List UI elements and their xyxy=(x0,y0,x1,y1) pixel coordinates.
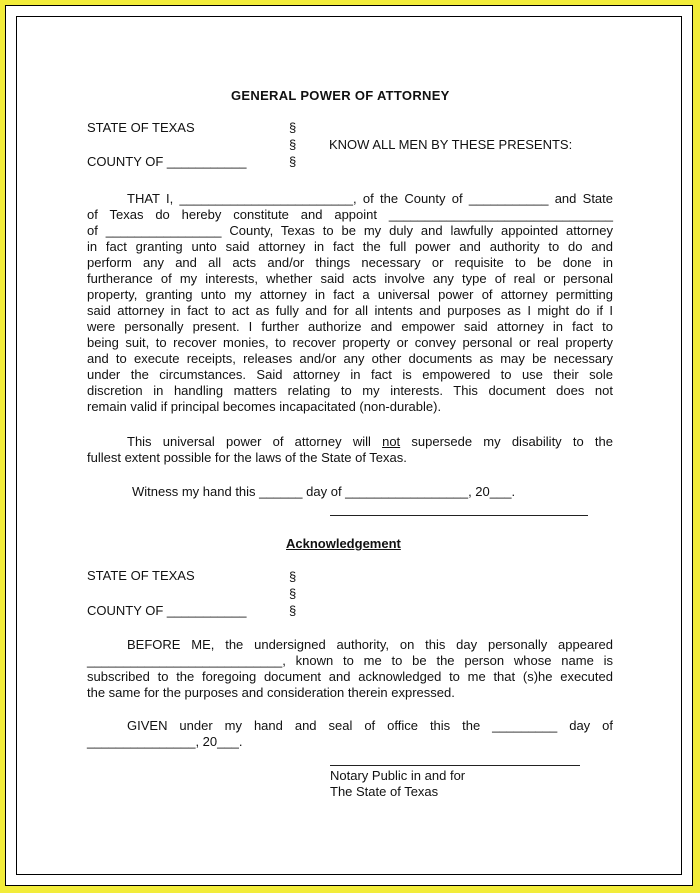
body-line-9: were personally present. I further authorize and empower said attorney in fact to xyxy=(87,319,613,334)
body-line-14: remain valid if principal becomes incapacitated (non-durable). xyxy=(87,399,442,414)
body-line-4: in fact granting unto said attorney in fact the full power and authority to do and xyxy=(87,239,613,254)
body-line-12: under the circumstances. Said attorney in fact is empowered to use their sole xyxy=(87,367,613,382)
body-line-6: furtherance of my interests, whether said acts involve any type of real or personal xyxy=(87,271,613,286)
body-line-5: perform any and all acts and/or things necessary or requisite to be done in xyxy=(87,255,613,270)
disability-line-1 xyxy=(127,434,613,450)
acknowledgement-heading: Acknowledgement xyxy=(286,536,401,551)
notary-signature-line xyxy=(330,765,580,766)
section-mark-3: § xyxy=(289,154,297,169)
notary-title-2: The State of Texas xyxy=(330,784,439,799)
state-label: STATE OF TEXAS xyxy=(87,120,195,135)
ack-county-label: COUNTY OF ___________ xyxy=(87,603,247,618)
ack-line-1: BEFORE ME, the undersigned authority, on this day personally appeared xyxy=(127,637,613,652)
body-line-2: of Texas do hereby constitute and appoint _______________________________ xyxy=(87,207,613,222)
know-all-men: KNOW ALL MEN BY THESE PRESENTS: xyxy=(329,137,573,152)
given-line-2: _______________, 20___. xyxy=(87,734,243,749)
notary-title-1: Notary Public in and for xyxy=(330,768,466,783)
body-line-7: property, granting unto my attorney in fact a universal power of attorney permitting xyxy=(87,287,613,302)
ack-section-mark-1: § xyxy=(289,569,297,584)
document-title: GENERAL POWER OF ATTORNEY xyxy=(231,88,450,103)
county-label: COUNTY OF ___________ xyxy=(87,154,247,169)
given-line-1: GIVEN under my hand and seal of office this the _________ day of xyxy=(127,718,613,733)
disability-emphasis: not xyxy=(382,434,401,449)
section-mark-2: § xyxy=(289,137,297,152)
ack-section-mark-3: § xyxy=(289,603,297,618)
ack-line-3: subscribed to the foregoing document and acknowledged to me that (s)he executed xyxy=(87,669,613,684)
witness-line: Witness my hand this ______ day of _________________, 20___. xyxy=(132,484,516,499)
body-line-8: said attorney in fact to act as fully and for all intents and purposes as I might do if I xyxy=(87,303,613,318)
ack-line-4: the same for the purposes and consideration therein expressed. xyxy=(87,685,455,700)
ack-section-mark-2: § xyxy=(289,586,297,601)
body-line-10: being suit, to recover monies, to recover property or convey personal or real property xyxy=(87,335,613,350)
body-line-13: discretion in handling matters relating to my interests. This document does not xyxy=(87,383,613,398)
ack-line-2: ___________________________, known to me to be the person whose name is xyxy=(87,653,613,668)
disability-text-post: supersede my disability to the xyxy=(400,434,613,449)
principal-signature-line xyxy=(330,515,588,516)
ack-state-label: STATE OF TEXAS xyxy=(87,568,195,583)
body-line-11: and to execute receipts, releases and/or any other documents as may be necessary xyxy=(87,351,613,366)
section-mark-1: § xyxy=(289,120,297,135)
disability-line-2: fullest extent possible for the laws of the State of Texas. xyxy=(87,450,407,465)
body-line-1: THAT I, ________________________, of the County of ___________ and State xyxy=(127,191,613,206)
disability-text-pre: This universal power of attorney will xyxy=(127,434,383,449)
body-line-3: of ________________ County, Texas to be my duly and lawfully appointed attorney xyxy=(87,223,613,238)
